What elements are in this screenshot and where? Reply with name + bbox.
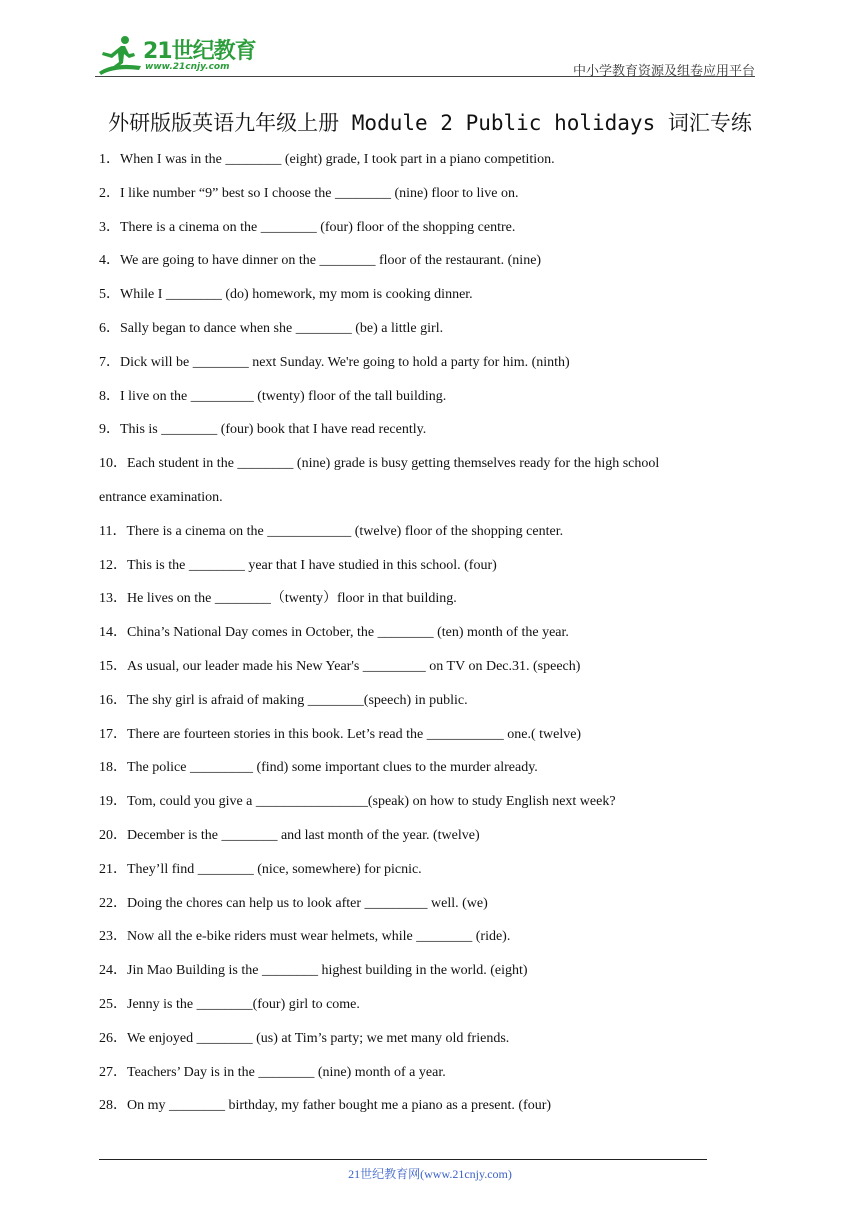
logo-text: 21世纪教育 xyxy=(143,39,256,64)
question-item: 27．Teachers’ Day is in the ________ (nine) month of a year. xyxy=(99,1064,446,1080)
question-item: 2．I like number “9” best so I choose the ________ (nine) floor to live on. xyxy=(99,185,519,201)
question-item: 12．This is the ________ year that I have studied in this school. (four) xyxy=(99,557,497,573)
logo-url: www.21cnjy.com xyxy=(145,62,230,72)
question-item: 24．Jin Mao Building is the ________ highest building in the world. (eight) xyxy=(99,963,528,979)
question-item: 15．As usual, our leader made his New Year's _________ on TV on Dec.31. (speech) xyxy=(99,658,581,674)
question-item: 3．There is a cinema on the ________ (four) floor of the shopping centre. xyxy=(99,219,516,235)
question-item: 16．The shy girl is afraid of making ________(speech) in public. xyxy=(99,692,468,708)
header-divider xyxy=(95,76,755,77)
question-item: 14．China’s National Day comes in October, the ________ (ten) month of the year. xyxy=(99,625,569,641)
footer-divider xyxy=(99,1159,707,1160)
question-item: 1．When I was in the ________ (eight) grade, I took part in a piano competition. xyxy=(99,152,555,167)
question-item: 7．Dick will be ________ next Sunday. We're going to hold a party for him. (ninth) xyxy=(99,354,570,370)
footer-link[interactable]: 21世纪教育网(www.21cnjy.com) xyxy=(348,1167,512,1181)
question-item: 25．Jenny is the ________(four) girl to come. xyxy=(99,996,360,1012)
question-item: 8．I live on the _________ (twenty) floor of the tall building. xyxy=(99,388,447,404)
question-item: 4．We are going to have dinner on the ________ floor of the restaurant. (nine) xyxy=(99,253,542,269)
question-item: 11．There is a cinema on the ____________ (twelve) floor of the shopping center. xyxy=(99,523,564,539)
page-title: 外研版版英语九年级上册 Module 2 Public holidays 词汇专练 xyxy=(108,111,752,135)
logo xyxy=(95,32,265,74)
question-item: 5．While I ________ (do) homework, my mom is cooking dinner. xyxy=(99,287,473,303)
header-platform-text: 中小学教育资源及组卷应用平台 xyxy=(572,64,755,79)
question-item: 9．This is ________ (four) book that I have read recently. xyxy=(99,422,427,438)
question-item: 13．He lives on the ________（twenty）floor in that building. xyxy=(99,591,457,607)
question-item: 10．Each student in the ________ (nine) grade is busy getting themselves ready for the high school xyxy=(99,456,660,472)
question-list xyxy=(99,150,739,1130)
question-item: 26．We enjoyed ________ (us) at Tim’s party; we met many old friends. xyxy=(99,1030,510,1046)
runner-logo-icon xyxy=(95,32,145,76)
page-header xyxy=(95,30,755,78)
question-item: 18．The police _________ (find) some important clues to the murder already. xyxy=(99,760,538,776)
question-item: 23．Now all the e-bike riders must wear helmets, while ________ (ride). xyxy=(99,929,511,945)
question-item-continuation: entrance examination. xyxy=(99,489,223,505)
question-item: 19．Tom, could you give a ________________(speak) on how to study English next week? xyxy=(99,794,616,810)
question-item: 17．There are fourteen stories in this book. Let’s read the ___________ one.( twelve) xyxy=(99,726,582,742)
question-item: 22．Doing the chores can help us to look after _________ well. (we) xyxy=(99,895,488,911)
question-item: 6．Sally began to dance when she ________ (be) a little girl. xyxy=(99,320,444,336)
question-item: 20．December is the ________ and last month of the year. (twelve) xyxy=(99,827,480,843)
question-item: 28．On my ________ birthday, my father bought me a piano as a present. (four) xyxy=(99,1098,552,1114)
question-item: 21．They’ll find ________ (nice, somewhere) for picnic. xyxy=(99,861,422,877)
